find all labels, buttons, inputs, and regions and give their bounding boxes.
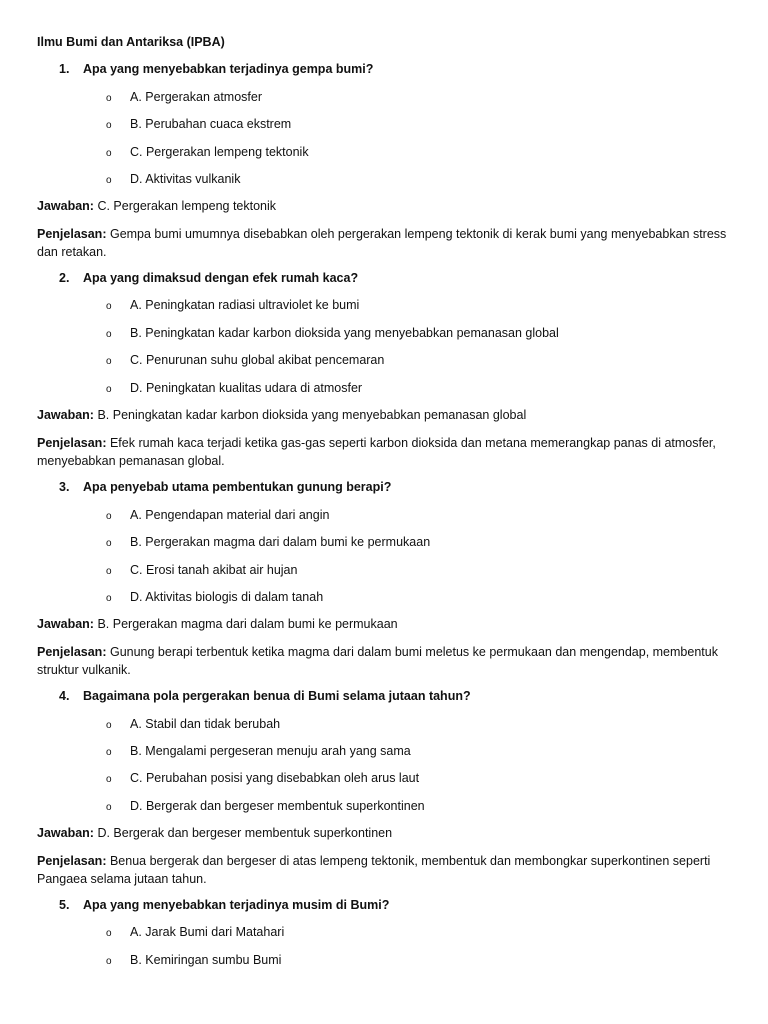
- question-text: Apa penyebab utama pembentukan gunung berapi?: [83, 480, 392, 494]
- explanation-4: [37, 852, 737, 888]
- bullet-icon: o: [106, 175, 112, 186]
- option-text: D. Aktivitas vulkanik: [130, 172, 241, 186]
- bullet-icon: o: [106, 538, 112, 549]
- answer-3: [37, 615, 737, 633]
- bullet-icon: o: [106, 301, 112, 312]
- option-text: C. Penurunan suhu global akibat pencemaran: [130, 353, 385, 367]
- option-text: B. Kemiringan sumbu Bumi: [130, 953, 282, 967]
- answer-label: Jawaban:: [37, 199, 94, 213]
- bullet-icon: o: [106, 774, 112, 785]
- option-text: D. Bergerak dan bergeser membentuk superkontinen: [130, 799, 425, 813]
- bullet-icon: o: [106, 93, 112, 104]
- answer-label: Jawaban:: [37, 826, 94, 840]
- answer-4: [37, 824, 737, 842]
- answer-label: Jawaban:: [37, 617, 94, 631]
- explanation-label: Penjelasan:: [37, 227, 107, 241]
- bullet-icon: o: [106, 356, 112, 367]
- option-text: A. Peningkatan radiasi ultraviolet ke bumi: [130, 298, 360, 312]
- bullet-icon: o: [106, 566, 112, 577]
- bullet-icon: o: [106, 593, 112, 604]
- option-item: [106, 563, 297, 577]
- question-3: [59, 480, 391, 494]
- bullet-icon: o: [106, 148, 112, 159]
- option-item: [106, 353, 384, 367]
- option-text: C. Erosi tanah akibat air hujan: [130, 563, 298, 577]
- question-4: [59, 689, 471, 703]
- option-item: [106, 298, 359, 312]
- question-text: Apa yang menyebabkan terjadinya musim di Bumi?: [83, 898, 390, 912]
- option-text: C. Pergerakan lempeng tektonik: [130, 145, 309, 159]
- option-item: [106, 799, 425, 813]
- explanation-text: Gempa bumi umumnya disebabkan oleh pergerakan lempeng tektonik di kerak bumi yang menyebabkan stress dan retakan.: [37, 227, 727, 259]
- answer-text: C. Pergerakan lempeng tektonik: [97, 199, 277, 213]
- explanation-text: Gunung berapi terbentuk ketika magma dari dalam bumi meletus ke permukaan dan mengendap, membentuk struktur vulkanik.: [37, 645, 718, 677]
- explanation-label: Penjelasan:: [37, 436, 107, 450]
- option-text: A. Pergerakan atmosfer: [130, 90, 263, 104]
- question-5: [59, 898, 389, 912]
- option-text: B. Mengalami pergeseran menuju arah yang sama: [130, 744, 411, 758]
- bullet-icon: o: [106, 384, 112, 395]
- option-text: C. Perubahan posisi yang disebabkan oleh arus laut: [130, 771, 420, 785]
- bullet-icon: o: [106, 802, 112, 813]
- bullet-icon: o: [106, 329, 112, 340]
- option-text: B. Peningkatan kadar karbon dioksida yang menyebabkan pemanasan global: [130, 326, 559, 340]
- option-item: [106, 925, 284, 939]
- option-item: [106, 744, 411, 758]
- option-item: [106, 381, 362, 395]
- explanation-1: [37, 225, 737, 261]
- question-text: Apa yang dimaksud dengan efek rumah kaca?: [83, 271, 359, 285]
- option-text: B. Perubahan cuaca ekstrem: [130, 117, 292, 131]
- option-text: D. Aktivitas biologis di dalam tanah: [130, 590, 324, 604]
- bullet-icon: o: [106, 956, 112, 967]
- question-text: Bagaimana pola pergerakan benua di Bumi selama jutaan tahun?: [83, 689, 471, 703]
- bullet-icon: o: [106, 120, 112, 131]
- explanation-text: Benua bergerak dan bergeser di atas lempeng tektonik, membentuk dan membongkar superkontinen seperti Pangaea selama jutaan tahun.: [37, 854, 711, 886]
- question-text: Apa yang menyebabkan terjadinya gempa bumi?: [83, 62, 374, 76]
- answer-text: B. Peningkatan kadar karbon dioksida yang menyebabkan pemanasan global: [97, 408, 527, 422]
- option-item: [106, 508, 329, 522]
- answer-text: B. Pergerakan magma dari dalam bumi ke permukaan: [97, 617, 398, 631]
- option-item: [106, 326, 559, 340]
- answer-2: [37, 406, 737, 424]
- bullet-icon: o: [106, 511, 112, 522]
- question-number: 5.: [59, 898, 70, 912]
- option-text: A. Stabil dan tidak berubah: [130, 717, 281, 731]
- option-text: A. Jarak Bumi dari Matahari: [130, 925, 285, 939]
- option-text: A. Pengendapan material dari angin: [130, 508, 330, 522]
- bullet-icon: o: [106, 928, 112, 939]
- explanation-text: Efek rumah kaca terjadi ketika gas-gas seperti karbon dioksida dan metana memerangkap panas di atmosfer, menyebabkan pemanasan global.: [37, 436, 716, 468]
- option-item: [106, 771, 419, 785]
- option-text: D. Peningkatan kualitas udara di atmosfer: [130, 381, 363, 395]
- answer-text: D. Bergerak dan bergeser membentuk superkontinen: [97, 826, 393, 840]
- option-text: B. Pergerakan magma dari dalam bumi ke permukaan: [130, 535, 431, 549]
- explanation-label: Penjelasan:: [37, 645, 107, 659]
- option-item: [106, 145, 309, 159]
- option-item: [106, 90, 262, 104]
- question-1: [59, 62, 373, 76]
- option-item: [106, 117, 291, 131]
- explanation-label: Penjelasan:: [37, 854, 107, 868]
- question-number: 2.: [59, 271, 70, 285]
- question-number: 4.: [59, 689, 70, 703]
- answer-1: [37, 197, 737, 215]
- explanation-3: [37, 643, 737, 679]
- option-item: [106, 535, 430, 549]
- bullet-icon: o: [106, 747, 112, 758]
- answer-label: Jawaban:: [37, 408, 94, 422]
- bullet-icon: o: [106, 720, 112, 731]
- option-item: [106, 172, 240, 186]
- option-item: [106, 953, 281, 967]
- question-number: 1.: [59, 62, 70, 76]
- option-item: [106, 590, 323, 604]
- explanation-2: [37, 434, 737, 470]
- option-item: [106, 717, 280, 731]
- question-2: [59, 271, 358, 285]
- document-title: Ilmu Bumi dan Antariksa (IPBA): [37, 35, 225, 49]
- question-number: 3.: [59, 480, 70, 494]
